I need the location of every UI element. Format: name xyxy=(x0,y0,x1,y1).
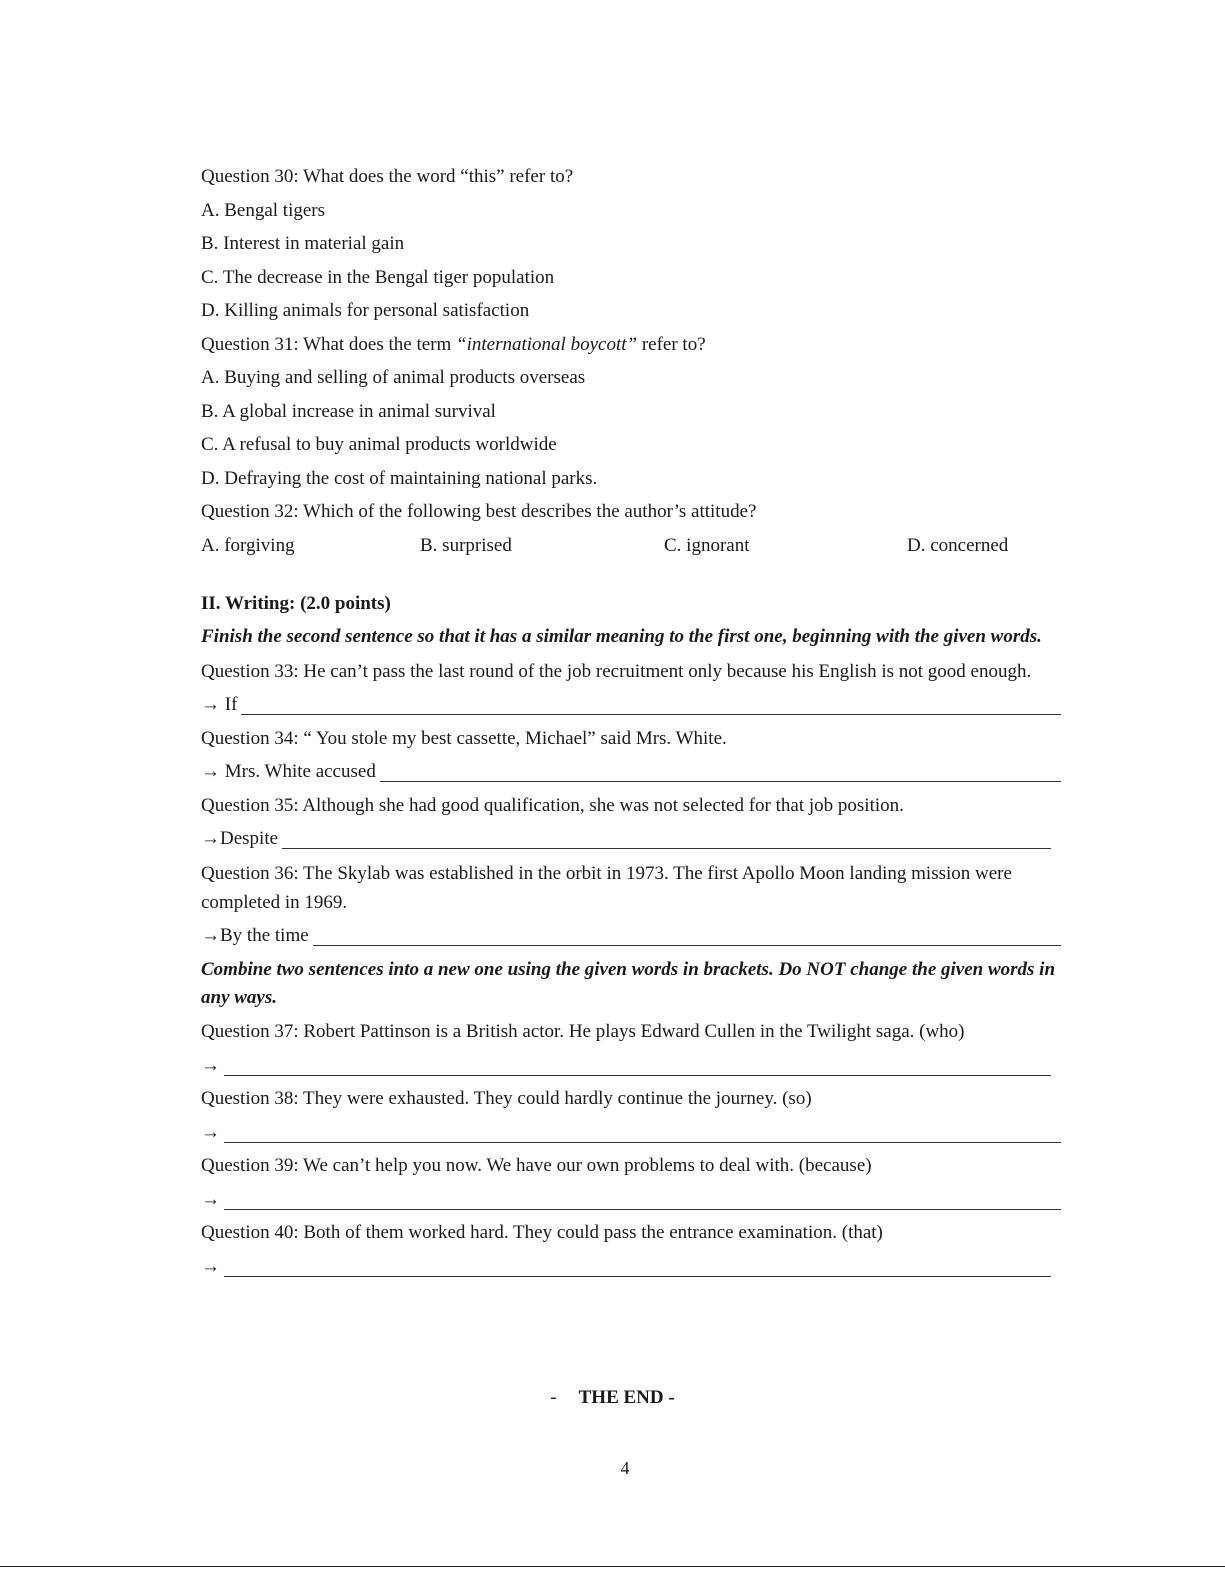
question-31-term: “international boycott” xyxy=(456,333,638,355)
question-34-answer-blank[interactable] xyxy=(380,761,1061,782)
question-30-option-c: C. The decrease in the Bengal tiger population xyxy=(201,266,555,288)
question-38-answer-row xyxy=(201,1119,1061,1147)
the-end-marker xyxy=(0,1384,1225,1412)
question-30-option-a: A. Bengal tigers xyxy=(201,199,326,221)
question-31-option-a: A. Buying and selling of animal products overseas xyxy=(201,367,586,388)
question-38-answer-blank[interactable] xyxy=(224,1122,1061,1143)
question-30-stem: Question 30: What does the word “this” refer to? xyxy=(201,166,574,187)
question-40-prompt: → xyxy=(201,1255,220,1277)
question-31-stem xyxy=(201,331,1061,359)
question-31-option-c: C. A refusal to buy animal products worldwide xyxy=(201,434,557,455)
question-35-prompt: →Despite xyxy=(201,828,279,849)
question-32-options xyxy=(201,532,1061,560)
bottom-divider xyxy=(0,1566,1225,1567)
writing-instruction-combine: Combine two sentences into a new one using the given words in brackets. Do NOT change the given words in any ways. xyxy=(201,958,1056,1008)
the-end-dash: - xyxy=(550,1387,557,1408)
question-34-prompt: → Mrs. White accused xyxy=(201,761,376,782)
question-37-answer-blank[interactable] xyxy=(224,1055,1051,1076)
question-39-stem: Question 39: We can’t help you now. We have our own problems to deal with. (because) xyxy=(201,1155,872,1176)
question-31-option-d: D. Defraying the cost of maintaining national parks. xyxy=(201,467,598,489)
question-31-option-b: B. A global increase in animal survival xyxy=(201,400,496,422)
page-number: 4 xyxy=(620,1458,630,1478)
question-39-answer-row xyxy=(201,1186,1061,1214)
question-36-answer-blank[interactable] xyxy=(313,925,1061,946)
question-33-stem: Question 33: He can’t pass the last round of the job recruitment only because his English is not good enough. xyxy=(201,660,1032,682)
writing-section-heading: II. Writing: (2.0 points) xyxy=(201,592,391,614)
question-30-option-b: B. Interest in material gain xyxy=(201,233,405,254)
writing-instruction-rewrite: Finish the second sentence so that it has a similar meaning to the first one, beginning with the given words. xyxy=(201,626,1042,647)
question-33-prompt: → If xyxy=(201,694,238,715)
question-36-stem: Question 36: The Skylab was established in the orbit in 1973. The first Apollo Moon landing mission were completed in 1969. xyxy=(201,862,1012,913)
question-32-option-d: D. concerned xyxy=(907,534,1009,556)
question-31-stem-start: Question 31: What does the term xyxy=(201,333,457,355)
question-40-answer-blank[interactable] xyxy=(224,1256,1051,1277)
question-32-option-c: C. ignorant xyxy=(664,534,750,556)
question-36-prompt: →By the time xyxy=(201,925,309,946)
question-32-option-b: B. surprised xyxy=(420,534,512,556)
question-32-option-a: A. forgiving xyxy=(201,534,295,556)
question-37-stem: Question 37: Robert Pattinson is a British actor. He plays Edward Cullen in the Twilight saga. (who) xyxy=(201,1021,965,1042)
question-35-stem: Question 35: Although she had good qualification, she was not selected for that job position. xyxy=(201,794,904,816)
question-35-answer-blank[interactable] xyxy=(282,828,1051,849)
page-content xyxy=(201,163,1061,1286)
question-35-answer-row xyxy=(201,825,1061,853)
question-30-option-d: D. Killing animals for personal satisfaction xyxy=(201,300,530,321)
question-39-prompt: → xyxy=(201,1188,220,1210)
question-32-stem: Question 32: Which of the following best describes the author’s attitude? xyxy=(201,501,757,522)
question-40-answer-row xyxy=(201,1253,1061,1281)
question-39-answer-blank[interactable] xyxy=(224,1189,1061,1210)
question-40-stem: Question 40: Both of them worked hard. They could pass the entrance examination. (that) xyxy=(201,1222,883,1243)
question-33-answer-blank[interactable] xyxy=(241,694,1061,715)
question-38-stem: Question 38: They were exhausted. They could hardly continue the journey. (so) xyxy=(201,1088,812,1109)
question-34-answer-row xyxy=(201,758,1061,786)
question-37-answer-row xyxy=(201,1052,1061,1080)
question-33-answer-row xyxy=(201,691,1061,719)
question-38-prompt: → xyxy=(201,1121,220,1143)
the-end-text: THE END - xyxy=(578,1387,675,1408)
question-34-stem: Question 34: “ You stole my best cassette, Michael” said Mrs. White. xyxy=(201,727,727,749)
question-31-stem-end: refer to? xyxy=(637,333,706,355)
question-37-prompt: → xyxy=(201,1054,220,1076)
question-36-answer-row xyxy=(201,922,1061,950)
